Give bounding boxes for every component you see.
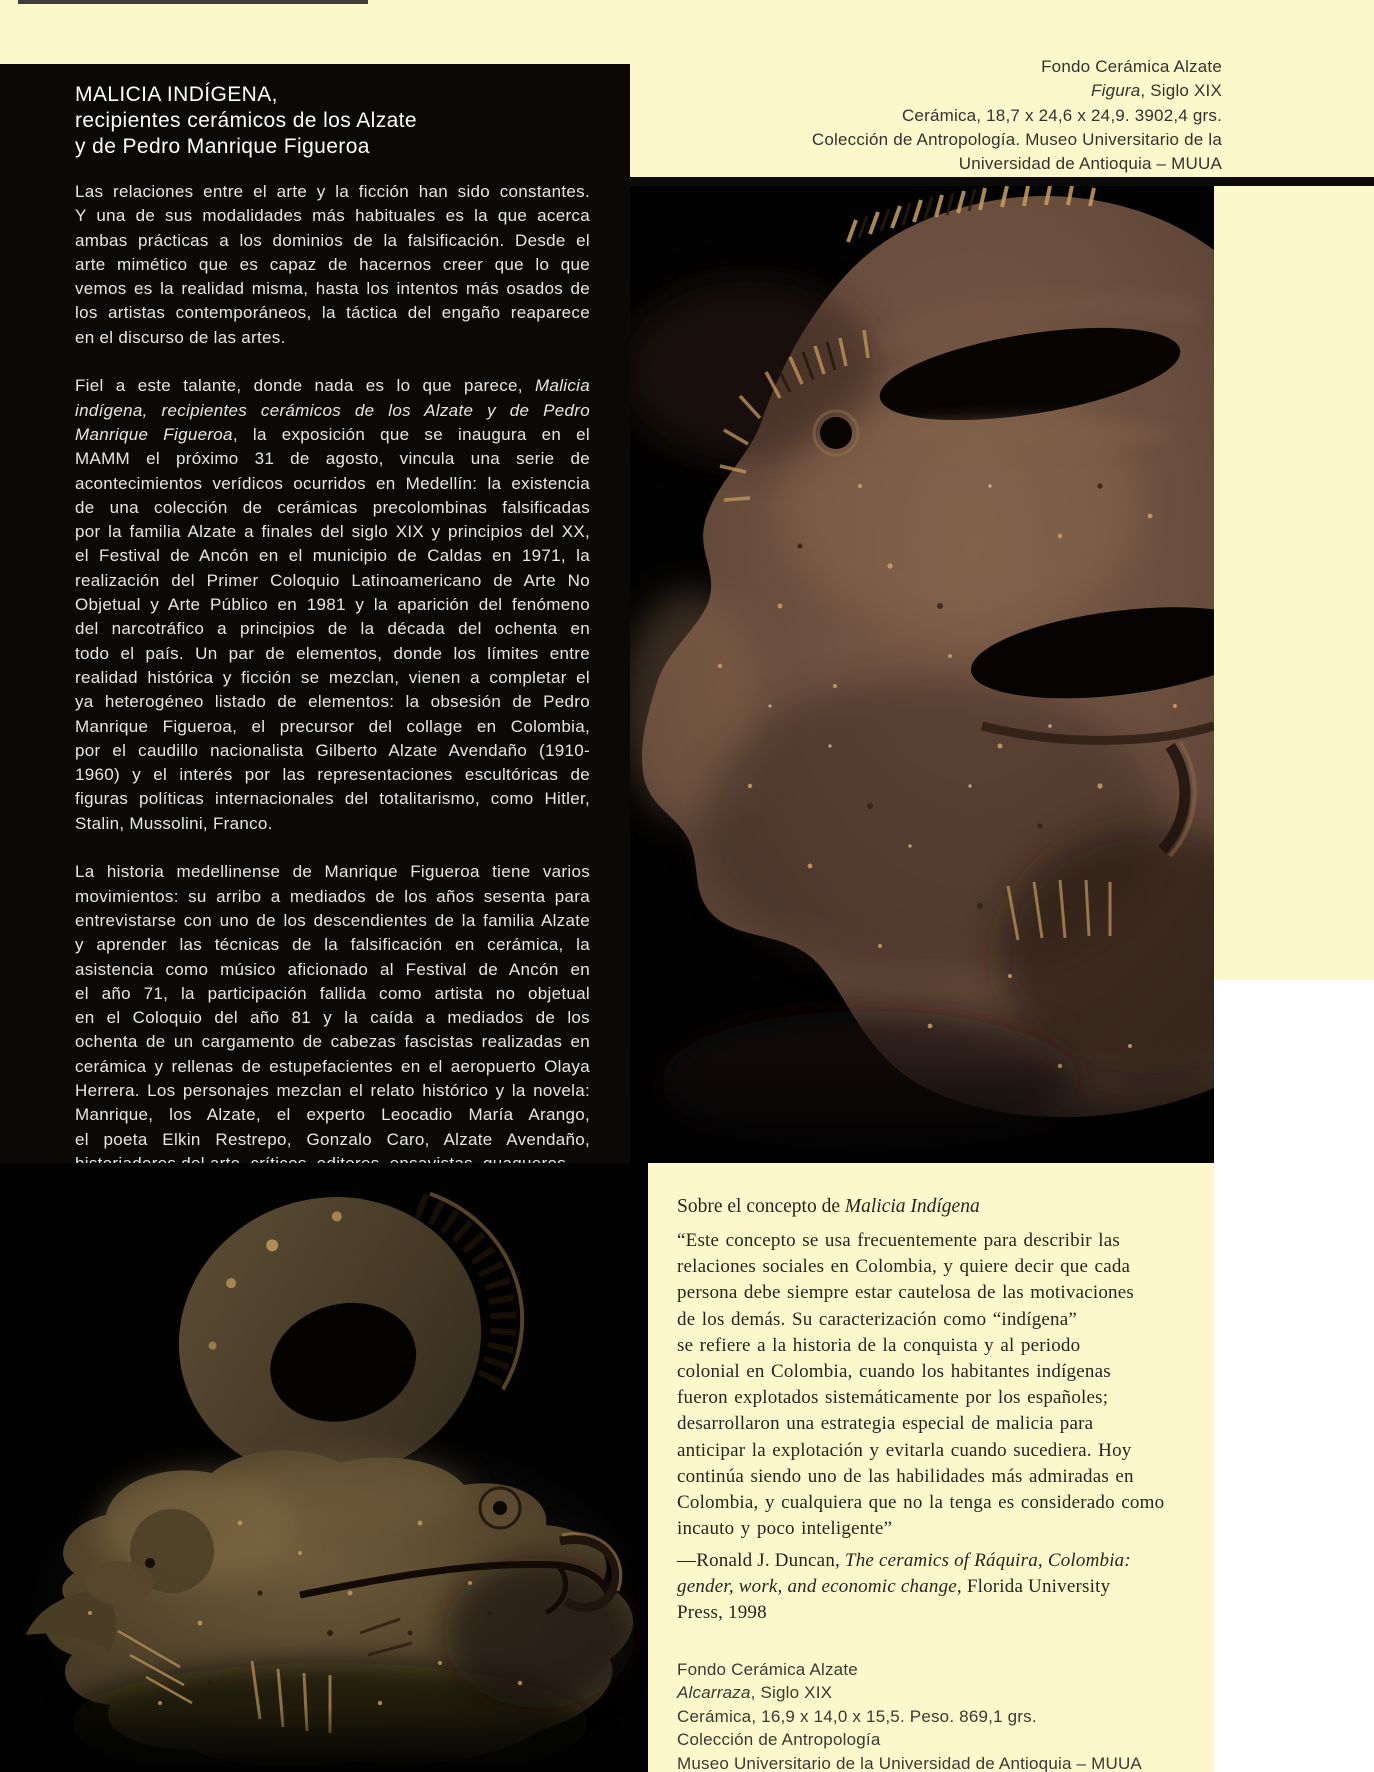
figura-caption (812, 55, 1222, 176)
text-line: el año 71, la participación fallida como artista no objetual (75, 983, 590, 1003)
text-line: relaciones sociales en Colombia, y quiere decir que cada (677, 1256, 1131, 1278)
text-line: figuras políticas internacionales del totalitarismo, como Hitler, (75, 789, 590, 809)
text-line: de una colección de cerámicas precolombinas falsificadas (75, 497, 590, 517)
text-line: los artistas contemporáneos, la táctica del engaño reaparece (75, 303, 590, 323)
text-line: Colombia, y cualquiera que no la tenga es considerado como (677, 1492, 1165, 1514)
text-line: por el caudillo nacionalista Gilberto Alzate Avendaño (1910- (75, 740, 590, 760)
ear-hole (820, 417, 852, 449)
text-line: en el discurso de las artes. (75, 327, 286, 347)
top-edge-bar (18, 0, 368, 4)
text-line: ya heterogéneo listado de elementos: la obsesión de Pedro (75, 692, 590, 712)
text-line: asistencia como músico aficionado al Festival de Ancón en (75, 959, 590, 979)
alcarraza-caption (677, 1658, 1142, 1772)
text-line: —Ronald J. Duncan, The ceramics of Ráquira, Colombia: (677, 1550, 1131, 1571)
text-line: y de Pedro Manrique Figueroa (75, 135, 370, 158)
text-line: 1960) y el interés por las representaciones escultóricas de (75, 765, 590, 785)
text-line: el poeta Elkin Restrepo, Gonzalo Caro, Alzate Avendaño, (75, 1129, 590, 1149)
text-line: La historia medellinense de Manrique Figueroa tiene varios (75, 862, 590, 882)
text-line: MAMM el próximo 31 de agosto, vincula una serie de (75, 449, 590, 469)
text-line: ambas prácticas a los dominios de la falsificación. Desde el (75, 230, 590, 250)
ceramic-head-photo (630, 186, 1214, 1163)
text-line: Manrique Figueroa, el precursor del collage en Colombia, (75, 716, 590, 736)
text-line: Cerámica, 18,7 x 24,6 x 24,9. 3902,4 grs. (901, 105, 1222, 125)
text-line: Colección de Antropología (677, 1730, 881, 1750)
text-line: Museo Universitario de la Universidad de Antioquia – MUUA (677, 1753, 1142, 1772)
text-line: cerámica y rellenas de estupefacientes en el aeropuerto Olaya (75, 1056, 590, 1076)
text-line: Objetual y Arte Público en 1981 y la aparición del fenómeno (75, 595, 590, 615)
text-line: Fondo Cerámica Alzate (1041, 57, 1222, 76)
text-line: continúa siendo uno de las habilidades más admiradas en (677, 1465, 1134, 1487)
text-line: arte mimético que es capaz de hacernos creer que lo que (75, 254, 590, 274)
text-line: acontecimientos verídicos ocurridos en Medellín: la existencia (75, 473, 590, 493)
text-line: el Festival de Ancón en el municipio de Caldas en 1971, la (75, 546, 590, 566)
horizontal-rule (630, 177, 1374, 186)
article-title (75, 82, 417, 160)
text-line: Cerámica, 16,9 x 14,0 x 15,5. Peso. 869,1 grs. (677, 1706, 1037, 1726)
text-line: ochenta de un cargamento de cabezas fascistas realizadas en (75, 1032, 590, 1052)
text-line: y aprender las técnicas de la falsificación en cerámica, la (75, 935, 590, 955)
article-paragraph (75, 860, 590, 1176)
text-line: colonial en Colombia, cuando los habitantes indígenas (677, 1361, 1111, 1383)
text-line: MALICIA INDÍGENA, (75, 83, 278, 106)
text-line: vemos es la realidad misma, hasta los intentos más osados de (75, 279, 590, 299)
text-line: Herrera. Los personajes mezclan el relato histórico y la novela: (75, 1080, 590, 1100)
text-line: Press, 1998 (677, 1602, 767, 1624)
text-line: Manrique, los Alzate, el experto Leocadio María Arango, (75, 1105, 590, 1125)
text-line: movimientos: su arribo a mediados de los años sesenta para (75, 886, 590, 906)
text-line: realización del Primer Coloquio Latinoamericano de Arte No (75, 570, 590, 590)
text-line: Sobre el concepto de Malicia Indígena (677, 1196, 980, 1217)
concept-heading (677, 1194, 980, 1220)
page-white-margin (1214, 980, 1374, 1772)
text-line: Alcarraza, Siglo XIX (677, 1683, 833, 1703)
article-body (75, 180, 590, 1200)
text-line: realidad histórica y ficción se mezclan, vienen a completar el (75, 667, 590, 687)
text-line: gender, work, and economic change, Florida University (677, 1576, 1111, 1598)
text-line: indígena, recipientes cerámicos de los Alzate y de Pedro (75, 400, 590, 420)
text-line: Las relaciones entre el arte y la ficción han sido constantes. (75, 182, 590, 201)
quote-attribution (677, 1548, 1131, 1627)
text-line: fueron explotados sistemáticamente por los españoles; (677, 1387, 1109, 1409)
text-line: todo el país. Un par de elementos, donde los límites entre (75, 643, 590, 663)
text-line: Universidad de Antioquia – MUUA (958, 154, 1222, 174)
text-line: Y una de sus modalidades más habituales es la que acerca (75, 206, 590, 226)
text-line: Fiel a este talante, donde nada es lo que parece, Malicia (75, 376, 590, 396)
text-line: Stalin, Mussolini, Franco. (75, 813, 273, 833)
text-line: Manrique Figueroa, la exposición que se inaugura en el (75, 424, 590, 444)
text-line: incauto y poco inteligente” (677, 1518, 893, 1540)
text-line: por la familia Alzate a finales del siglo XIX y principios del XX, (75, 522, 590, 542)
text-line: recipientes cerámicos de los Alzate (75, 109, 417, 132)
text-line: persona debe siempre estar cautelosa de las motivaciones (677, 1282, 1134, 1304)
text-line: entrevistarse con uno de los descendientes de la familia Alzate (75, 910, 590, 930)
text-line: desarrollaron una estrategia especial de malicia para (677, 1413, 1094, 1435)
duncan-quote (677, 1228, 1164, 1542)
article-paragraph (75, 180, 590, 350)
text-line: se refiere a la historia de la conquista y al periodo (677, 1334, 1081, 1356)
text-line: del narcotráfico a principios de la década del ochenta en (75, 619, 590, 639)
ceramic-head-illustration (630, 186, 1214, 1163)
text-line: Figura, Siglo XIX (1091, 81, 1222, 101)
ceramic-vessel-illustration (0, 1163, 648, 1772)
text-line: anticipar la explotación y evitarla cuando sucediera. Hoy (677, 1439, 1132, 1461)
text-line: “Este concepto se usa frecuentemente para describir las (677, 1230, 1120, 1251)
text-line: de los demás. Su caracterización como “indígena” (677, 1308, 1078, 1330)
text-line: Fondo Cerámica Alzate (677, 1660, 858, 1679)
article-paragraph (75, 374, 590, 836)
text-line: Colección de Antropología. Museo Universitario de la (811, 129, 1222, 149)
ceramic-vessel-photo (0, 1163, 648, 1772)
text-line: en el Coloquio del año 81 y la caída a mediados de los (75, 1008, 590, 1028)
